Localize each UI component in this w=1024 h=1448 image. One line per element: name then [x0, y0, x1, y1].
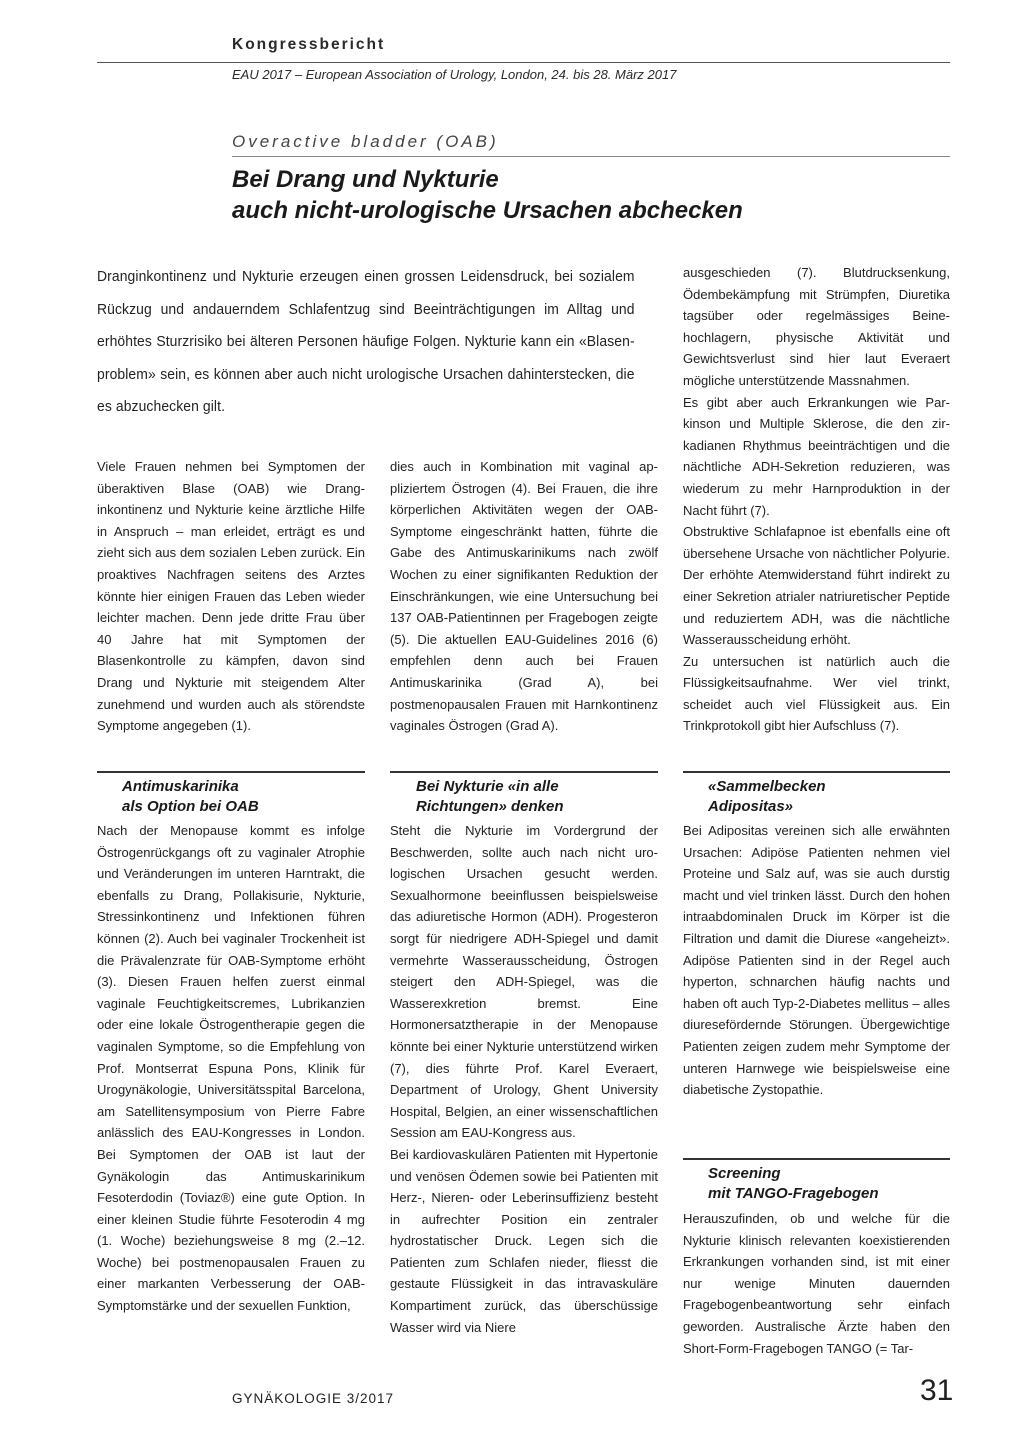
- paragraph: Zu untersuchen ist natürlich auch die Flüssigkeitsaufnahme. Wer viel trinkt, scheidet auch viel Flüssigkeit aus. Ein Trinkprotokoll gibt hier Aufschluss (7).: [683, 653, 950, 734]
- subheading-screening: [708, 1164, 879, 1204]
- paragraph: ausgeschieden (7). Blutdrucksenkung, Ödembekämpfung mit Strümpfen, Diuretika tagsüber oder regelmässiges Beinehochlagern, physische Aktivität und Gewichtsverlust sind hier laut Everaert mögliche unterstützende Massnahmen.: [683, 265, 950, 388]
- subheading-line: Bei Nykturie «in alle: [416, 778, 559, 795]
- paragraph: Nach der Menopause kommt es infolge Östrogenrückgangs oft zu vaginaler Atrophie und Veränderungen im unteren Harntrakt, die ebenfalls zu Drang, Pollakisurie, Nykturie, Stressinkontinenz und Infektionen führen können (2). Auch bei vaginaler Trockenheit ist die Prävalenzrate für OAB-Symptome erhöht (3). Diesen Frauen helfen zuerst einmal vaginale Feuchtigkeitscremes, Lubrikanzien oder eine lokale Östrogentherapie gegen die vaginalen Symptome, so die Empfehlung von Prof. Montserrat Espuna Pons, Klinik für Urogynäkologie, Universitätsspital Barcelona, am Satellitensymposium von Pierre Fabre anlässlich des EAU-Kongresses in London. Bei Symptomen der OAB ist laut der Gynäkologin das Antimuskarinikum Fesoterdodin (Toviaz®) eine gute Option. In einer kleinen Studie führte Fesoterodin 4 mg (1. Woche) beziehungsweise 8 mg (2.–12. Woche) bei postmenopausalen Frauen zu einer markanten Verbesserung der OAB-Symptomstärke und der sexuellen Funktion,: [97, 823, 365, 1314]
- title-line-2: auch nicht-urologische Ursachen abchecken: [232, 197, 743, 224]
- paragraph: Herauszufinden, ob und welche für die Nykturie klinisch relevanten koexistierenden Erkrankungen vorhanden sind, ist mit einer nur wenige Minuten dauernden Fragebogenbeantwortung sehr einfach geworden. Australische Ärzte haben den Short-Form-Fragebogen TANGO (= Tar-: [683, 1211, 950, 1356]
- section-kicker: Kongressbericht: [232, 36, 386, 53]
- page-number: 31: [920, 1374, 954, 1407]
- column-3-body-2: [683, 1208, 950, 1359]
- subheading-line: Adipositas»: [708, 798, 794, 815]
- column-3-body-1: [683, 820, 950, 1101]
- conference-line: EAU 2017 – European Association of Urology, London, 24. bis 28. März 2017: [232, 67, 677, 82]
- subheading-rule: [97, 771, 365, 773]
- subheading-line: Antimuskarinika: [122, 778, 239, 795]
- column-3-intro: [683, 262, 950, 737]
- journal-footer: GYNÄKOLOGIE 3/2017: [232, 1391, 395, 1406]
- article-title: [232, 164, 743, 226]
- column-2-intro: [390, 456, 658, 737]
- paragraph: dies auch in Kombination mit vaginal appliziertem Östrogen (4). Bei Frauen, die ihre körperlichen Aktivitäten wegen der OAB-Symptome eingeschränkt hatten, führte die Gabe des Antimuskarinikums nach zwölf Wochen zu einer signifikanten Reduktion der Einschränkungen, wie eine Untersuchung bei 137 OAB-Patientinnen per Fragebogen zeigte (5). Die aktuellen EAU-Guidelines 2016 (6) empfehlen denn auch bei Frauen Antimuskarinika (Grad A), bei postmenopausalen Frauen mit Harnkontinenz vaginales Östrogen (Grad A).: [390, 459, 658, 734]
- subheading-rule: [683, 771, 950, 773]
- header-rule: [97, 62, 950, 63]
- title-line-1: Bei Drang und Nykturie: [232, 166, 499, 193]
- paragraph: Steht die Nykturie im Vordergrund der Beschwerden, sollte auch nach nicht urologischen Ursachen gesucht werden. Sexualhormone beeinflussen beispielsweise das adiuretische Hormon (ADH). Progesteron sorgt für niedrigere ADH-Spiegel und damit vermehrte Wasserausscheidung, Östrogen steigert den ADH-Spiegel, was die Wasserexkretion bremst. Eine Hormonersatztherapie in der Menopause könnte bei einer Nykturie unterstützend wirken (7), dies führte Prof. Karel Everaert, Department of Urology, Ghent University Hospital, Belgien, an einer wissenschaftlichen Session am EAU-Kongress aus.: [390, 823, 658, 1141]
- subheading-rule: [683, 1158, 950, 1160]
- subheading-line: als Option bei OAB: [122, 798, 259, 815]
- subheading-line: «Sammelbecken: [708, 778, 826, 795]
- subheading-antimuskarinika: [122, 777, 259, 817]
- article-lead: Dranginkontinenz und Nykturie erzeugen einen grossen Leidensdruck, bei sozialem Rückzug und andauerndem Schlafentzug sind Beeinträchtigungen im Alltag und erhöhtes Sturzrisiko bei älteren Personen häufige Folgen. Nykturie kann ein «Blasenproblem» sein, es können aber auch nicht urologische Ursachen dahinterstecken, die es abzuchecken gilt.: [97, 269, 635, 416]
- paragraph: Es gibt aber auch Erkrankungen wie Parkinson und Multiple Sklerose, die den zirkadianen Rhythmus beeinträchtigen und die nächtliche ADH-Sekretion reduzieren, was wiederum zu mehr Harnproduktion in der Nacht führt (7).: [683, 394, 950, 518]
- column-1-intro: [97, 456, 365, 737]
- paragraph: Obstruktive Schlafapnoe ist ebenfalls eine oft übersehene Ursache von nächtlicher Polyurie. Der erhöhte Atemwiderstand führt indirekt zu einer Sekretion atrialer natriuretischer Peptide und reduziertem ADH, was die nächtliche Wasserausscheidung erhöht.: [683, 524, 950, 648]
- subheading-line: mit TANGO-Fragebogen: [708, 1185, 879, 1202]
- article-section: Overactive bladder (OAB): [232, 132, 499, 151]
- subheading-line: Screening: [708, 1165, 781, 1182]
- subheading-rule: [390, 771, 658, 773]
- column-2-body: [390, 820, 658, 1338]
- subheading-adipositas: [708, 777, 826, 817]
- paragraph: Bei kardiovaskulären Patienten mit Hypertonie und venösen Ödemen sowie bei Patienten mit Herz-, Nieren- oder Leberinsuffizienz besteht in aufrechter Position ein zentraler hydrostatischer Druck. Legen sich die Patienten zum Schlafen nieder, fliesst die gestaute Flüssigkeit in das intravaskuläre Kompartiment zurück, das überschüssige Wasser wird via Niere: [390, 1146, 658, 1335]
- subheading-line: Richtungen» denken: [416, 798, 564, 815]
- column-1-body: [97, 820, 365, 1317]
- section-rule: [232, 156, 950, 157]
- paragraph: Bei Adipositas vereinen sich alle erwähnten Ursachen: Adipöse Patienten nehmen viel Proteine und Salz auf, was sie auch durstig macht und viel trinken lässt. Durch den hohen intraabdominalen Druck im Körper ist die Filtration und damit die Diurese «angeheizt». Adipöse Patienten sind in der Regel auch hyperton, schnarchen häufig nachts und haben oft auch Typ-2-Diabetes mellitus – alles diuresefördernde Störungen. Übergewichtige Patienten zeigen zudem mehr Symptome der unteren Harnwege wie beispielsweise eine diabetische Zystopathie.: [683, 823, 950, 1098]
- paragraph: Viele Frauen nehmen bei Symptomen der überaktiven Blase (OAB) wie Dranginkontinenz und Nykturie keine ärztliche Hilfe in Anspruch – man erleidet, erträgt es und zieht sich aus dem sozialen Leben zurück. Ein proaktives Nachfragen seitens des Arztes könnte hier einigen Frauen das Leben wieder leichter machen. Denn jede dritte Frau über 40 Jahre hat mit Symptomen der Blasenkontrolle zu kämpfen, davon sind Drang und Nykturie mit steigendem Alter zunehmend und wurden auch als störendste Symptome angegeben (1).: [97, 459, 365, 734]
- subheading-nykturie: [416, 777, 564, 817]
